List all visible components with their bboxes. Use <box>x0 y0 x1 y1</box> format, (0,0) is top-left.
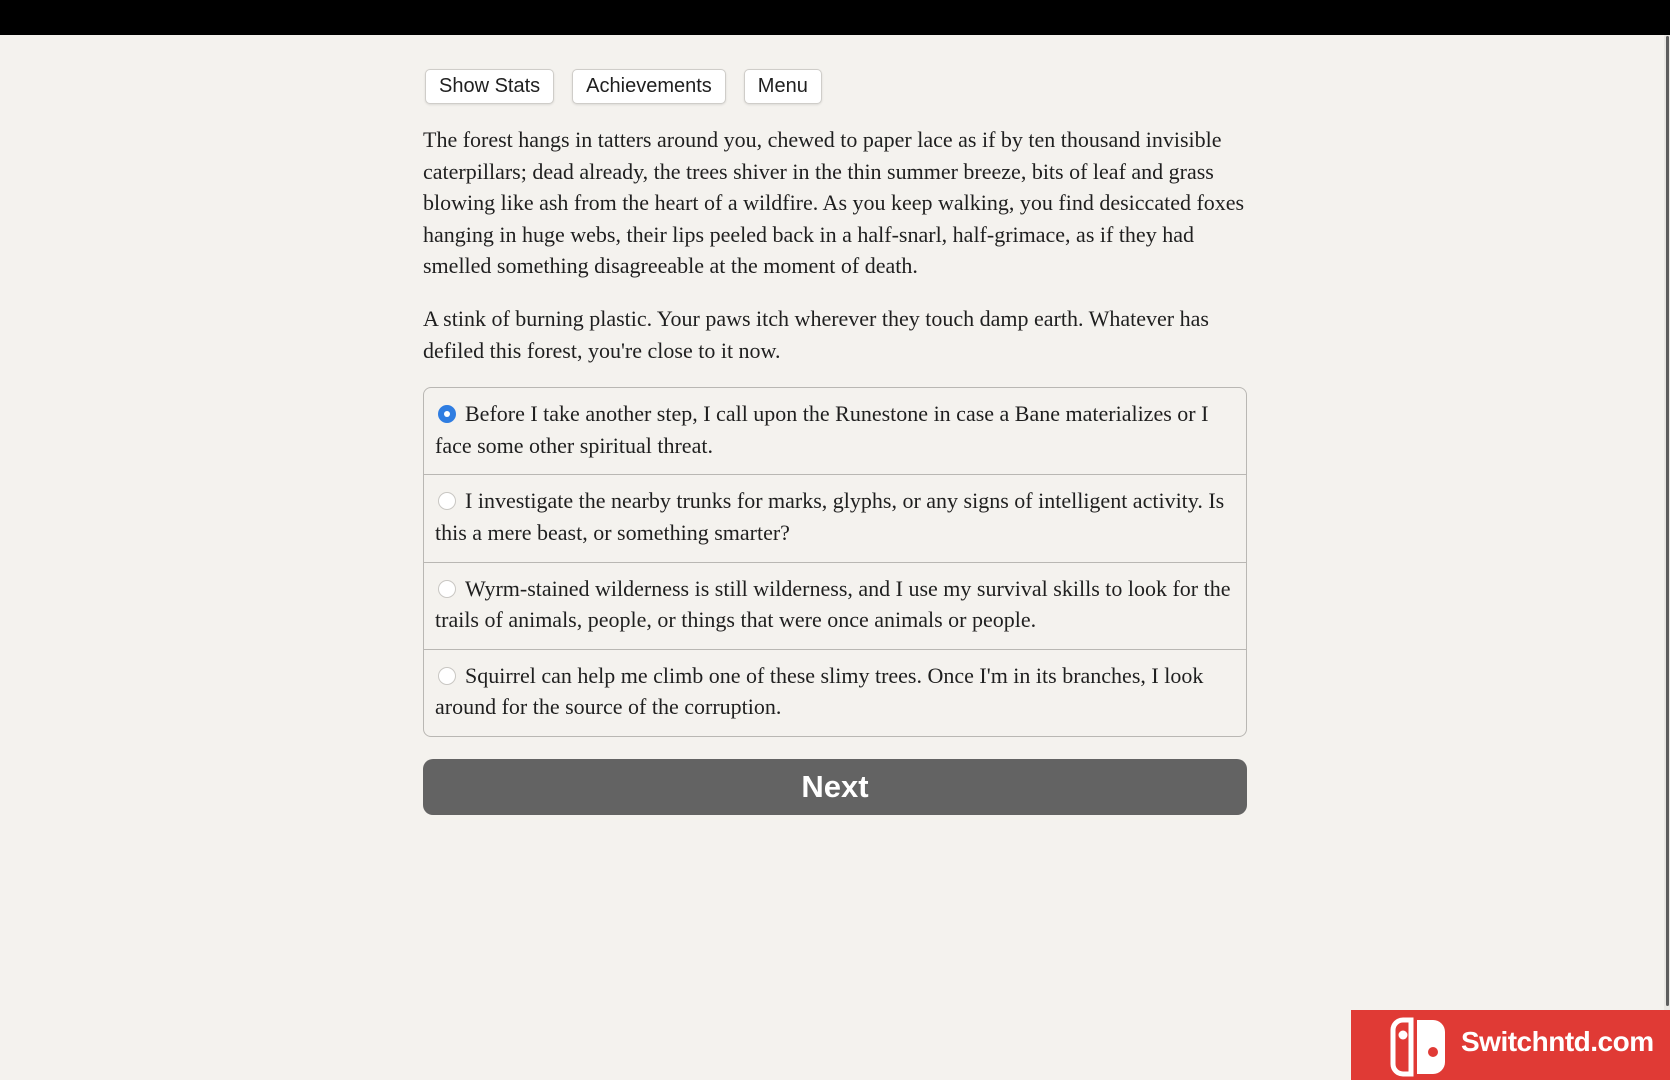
choice-label: Squirrel can help me climb one of these slimy trees. Once I'm in its branches, I look around for the source of the corruption. <box>435 662 1204 720</box>
scrollbar-thumb[interactable] <box>1666 36 1669 1006</box>
choice-label: I investigate the nearby trunks for marks, glyphs, or any signs of intelligent activity. Is this a mere beast, or something smarter? <box>435 488 1225 545</box>
switch-logo-icon <box>1389 1016 1452 1078</box>
watermark-banner <box>1351 1010 1670 1080</box>
radio-button[interactable] <box>438 667 456 685</box>
radio-button-selected[interactable] <box>438 405 456 423</box>
story-paragraph: The forest hangs in tatters around you, chewed to paper lace as if by ten thousand invisible caterpillars; dead already, the trees shiver in the thin summer breeze, bits of leaf and grass blowing like ash from the heart of a wildfire. As you keep walking, you find desiccated foxes hanging in huge webs, their lips peeled back in a half-snarl, half-grimace, as if they had smelled something disagreeable at the moment of death. <box>423 127 1245 279</box>
story-paragraph: A stink of burning plastic. Your paws itch wherever they touch damp earth. Whatever has defiled this forest, you're close to it now. <box>423 305 1209 363</box>
choice-option-4[interactable] <box>424 649 1246 736</box>
choice-label: Before I take another step, I call upon the Runestone in case a Bane materializes or I face some other spiritual threat. <box>435 401 1209 458</box>
achievements-button[interactable]: Achievements <box>572 69 726 104</box>
story-text <box>423 124 1247 366</box>
next-button[interactable]: Next <box>423 759 1247 815</box>
radio-button[interactable] <box>438 580 456 598</box>
toolbar <box>425 69 1247 104</box>
game-content <box>423 69 1247 815</box>
watermark-text: Switchntd.com <box>1461 1026 1654 1057</box>
choice-list <box>423 387 1247 737</box>
menu-button[interactable]: Menu <box>744 69 822 104</box>
choice-option-2[interactable] <box>424 474 1246 561</box>
choice-label: Wyrm-stained wilderness is still wilderness, and I use my survival skills to look for the trails of animals, people, or things that were once animals or people. <box>435 575 1231 633</box>
choice-option-1[interactable] <box>424 388 1246 474</box>
window-top-bar <box>0 0 1670 35</box>
show-stats-button[interactable]: Show Stats <box>425 69 554 104</box>
radio-button[interactable] <box>438 492 456 510</box>
choice-option-3[interactable] <box>424 562 1246 649</box>
